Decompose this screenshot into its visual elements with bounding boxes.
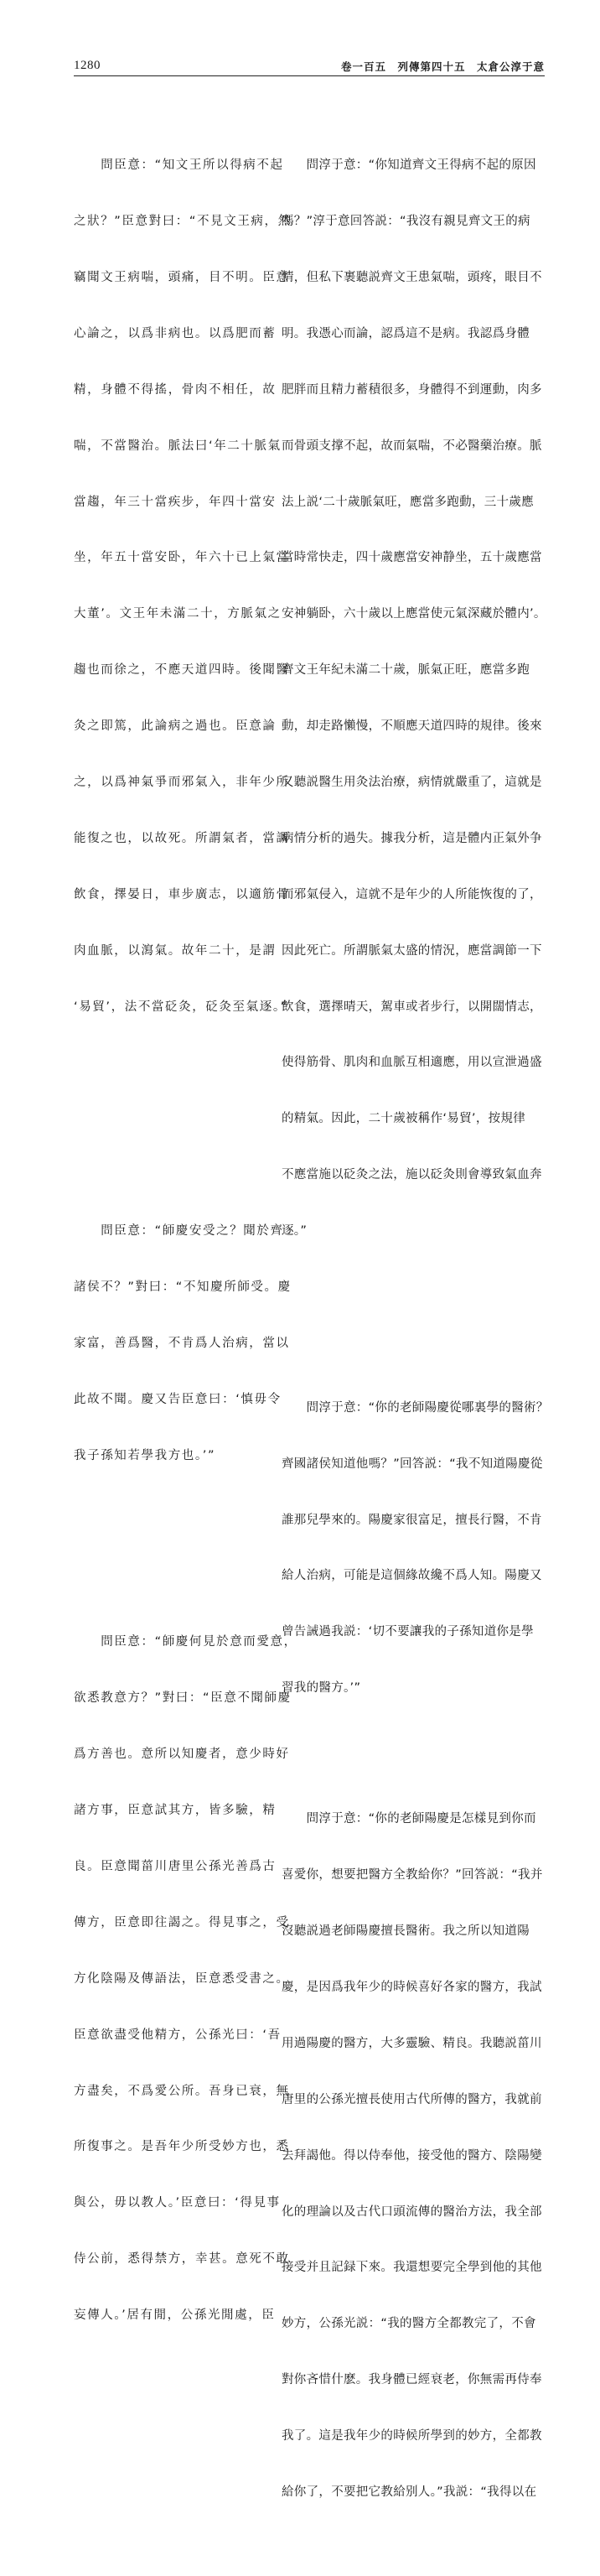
text-line: 當時常快走，四十歲應當安神静坐，五十歲應當	[282, 551, 542, 565]
translation-text-column	[282, 81, 550, 2576]
text-line: 爲方善也。意所以知慶者，意少時好	[74, 1748, 290, 1762]
text-line: 心論之，以爲非病也。以爲肥而蓄	[74, 326, 277, 340]
text-line: 慶，是因爲我年少的時候喜好各家的醫方，我試	[282, 1980, 542, 1994]
text-line: 諸方事，臣意試其方，皆多驗，精	[74, 1804, 277, 1818]
text-line: 大董’。文王年未滿二十，方脈氣之	[74, 607, 282, 621]
text-line: 唐里的公孫光擅長使用古代所傳的醫方，我就前	[282, 2092, 542, 2106]
text-line: 家富，善爲醫，不肯爲人治病，當以	[74, 1337, 290, 1350]
paragraph-left-2	[74, 1185, 292, 1503]
text-line: 接受并且記録下來。我還想要完全學到他的其他	[282, 2261, 542, 2275]
text-line: 肉血脈，以瀉氣。故年二十，是謂	[74, 943, 277, 958]
text-line: 問臣意：“知文王所以得病不起	[74, 158, 284, 173]
text-line: 又聽説醫生用灸法治療，病情就嚴重了，這就是	[282, 775, 542, 789]
text-line: 妙方，公孫光説：“我的醫方全都教完了，不會	[282, 2317, 536, 2331]
paragraph-gap	[74, 1091, 270, 1147]
text-line: 臣意欲盡受他精方，公孫光曰：‘吾	[74, 2028, 282, 2042]
paragraph-gap	[282, 1316, 550, 1324]
text-line: 病情分析的過失。據我分析，這是體内正氣外争	[282, 831, 542, 845]
text-line: 給人治病，可能是這個緣故纔不爲人知。陽慶又	[282, 1569, 542, 1583]
text-line: 與公，毋以教人。’臣意曰：‘得見事	[74, 2196, 281, 2210]
text-line: 問淳于意：“你知道齊文王得病不起的原因	[282, 158, 536, 173]
text-line: 給你了，不要把它教給别人。”我説：“我得以在	[282, 2485, 537, 2499]
text-line: 我子孫知若學我方也。’”	[74, 1448, 216, 1462]
text-line: 而骨頭支撑不起，故而氣喘，不必醫藥治療。脈	[282, 439, 542, 453]
text-line: 當趨，年三十當疾步，年四十當安	[74, 495, 277, 509]
text-line: 問淳于意：“你的老師陽慶是怎樣見到你而	[282, 1812, 536, 1826]
text-line: 問淳于意：“你的老師陽慶從哪裏學的醫術？	[282, 1400, 549, 1415]
text-line: 用過陽慶的醫方，大多靈驗、精良。我聽説菑川	[282, 2036, 542, 2050]
text-line: 侍公前，悉得禁方，幸甚。意死不敢	[74, 2252, 290, 2267]
text-line: 喜愛你，想要把醫方全教給你？”回答説：“我并	[282, 1868, 543, 1883]
text-line: 不應當施以砭灸之法，施以砭灸則會導致氣血奔	[282, 1168, 542, 1182]
paragraph-right-2	[282, 1361, 550, 1735]
text-line: 肥胖而且精力蓄積很多，身體得不到運動，肉多	[282, 382, 542, 397]
text-line: 方盡矣，不爲愛公所。吾身已衰，無	[74, 2084, 290, 2098]
text-line: 法上説‘二十歲脈氣旺，應當多跑動，三十歲應	[282, 495, 534, 509]
page-number: 1280	[74, 59, 101, 72]
text-line: 此故不聞。慶又告臣意曰：‘慎毋令	[74, 1392, 282, 1406]
paragraph-left-1	[74, 119, 292, 1054]
text-line: 誰那兒學來的。陽慶家很富足，擅長行醫，不肯	[282, 1513, 542, 1527]
text-line: 諸侯不？”對曰：“不知慶所師受。慶	[74, 1280, 292, 1295]
text-line: 去拜謁他。得以侍奉他，接受他的醫方、陰陽變	[282, 2148, 542, 2163]
text-line: 妄傳人。’居有閒，公孫光閒處，臣	[74, 2309, 276, 2323]
text-line: 沒聽説過老師陽慶擅長醫術。我之所以知道陽	[282, 1924, 530, 1939]
text-line: ‘易貿’，法不當砭灸，砭灸至氣逐。”	[74, 1000, 288, 1014]
text-line: 齊文王年紀未滿二十歲，脈氣正旺，應當多跑	[282, 663, 530, 678]
text-line: 方化陰陽及傳語法，臣意悉受書之。	[74, 1971, 290, 1986]
text-line: 使得筋骨、肌肉和血脈互相適應，用以宣泄過盛	[282, 1056, 542, 1070]
text-line: 坐，年五十當安卧，年六十已上氣當	[74, 551, 290, 565]
text-line: 精，身體不得搖，骨肉不相任，故	[74, 382, 277, 397]
text-line: 問臣意：“師慶安受之？聞於齊	[74, 1224, 284, 1239]
text-line: 動，却走路懶慢，不順應天道四時的規律。後來	[282, 719, 542, 734]
classical-text-column	[74, 81, 297, 2400]
text-line: 飲食，選擇晴天，駕車或者步行，以開闊情志，	[282, 1000, 542, 1014]
running-title: 卷一百五 列傳第四十五 太倉公淳于意	[340, 60, 545, 73]
text-line: 良。臣意聞菑川唐里公孫光善爲古	[74, 1860, 277, 1874]
paragraph-right-1	[282, 119, 550, 1278]
text-line: 對你吝惜什麽。我身體已經衰老，你無需再侍奉	[282, 2373, 542, 2387]
text-line: 安神躺卧，六十歲以上應當使元氣深藏於體内’。	[282, 607, 546, 621]
text-line: 灸之即篤，此論病之過也。臣意論	[74, 719, 277, 734]
header-rule	[74, 75, 545, 76]
text-line: 欲悉教意方？”對曰：“臣意不聞師慶	[74, 1691, 292, 1706]
text-line: 之，以爲神氣爭而邪氣入，非年少所	[74, 775, 290, 789]
paragraph-left-3	[74, 1596, 297, 2362]
text-line: 嗎？”淳于意回答説：“我沒有親見齊文王的病	[282, 215, 530, 229]
text-line: 而邪氣侵入，這就不是年少的人所能恢復的了，	[282, 887, 542, 901]
text-line: 的精氣。因此，二十歲被稱作‘易貿’，按規律	[282, 1112, 526, 1126]
text-line: 曾告誡過我説：‘切不要讓我的子孫知道你是學	[282, 1625, 534, 1639]
text-line: 趨也而徐之，不應天道四時。後聞醫	[74, 663, 290, 678]
text-line: 竊聞文王病喘，頭痛，目不明。臣意	[74, 270, 290, 284]
text-line: 習我的醫方。’”	[282, 1681, 361, 1696]
text-line: 之狀？”臣意對曰：“不見文王病，然	[74, 215, 292, 229]
text-line: 飲食，擇晏日，車步廣志，以適筋骨	[74, 887, 290, 901]
paragraph-gap	[74, 1540, 270, 1558]
text-line: 情，但私下裹聽説齊文王患氣喘，頭疼，眼目不	[282, 270, 542, 284]
text-line: 明。我憑心而論，認爲這不是病。我認爲身體	[282, 326, 530, 340]
paragraph-right-3	[282, 1773, 550, 2539]
text-line: 齊國諸侯知道他嗎？”回答説：“我不知道陽慶從	[282, 1457, 543, 1471]
text-line: 化的理論以及古代口頭流傳的醫治方法，我全部	[282, 2205, 542, 2219]
page-header	[74, 59, 545, 74]
text-line: 傳方，臣意即往謁之。得見事之，受	[74, 1915, 290, 1929]
text-line: 問臣意：“師慶何見於意而愛意，	[74, 1635, 297, 1649]
text-line: 因此死亡。所謂脈氣太盛的情況，應當調節一下	[282, 943, 542, 958]
text-line: 能復之也，以故死。所謂氣者，當調	[74, 831, 290, 845]
text-line: 逐。”	[282, 1224, 308, 1239]
text-line: 我了。這是我年少的時候所學到的妙方，全都教	[282, 2429, 542, 2444]
text-line: 所復事之。是吾年少所受妙方也，悉	[74, 2140, 290, 2154]
text-line: 喘，不當醫治。脈法曰‘年二十脈氣	[74, 439, 282, 453]
